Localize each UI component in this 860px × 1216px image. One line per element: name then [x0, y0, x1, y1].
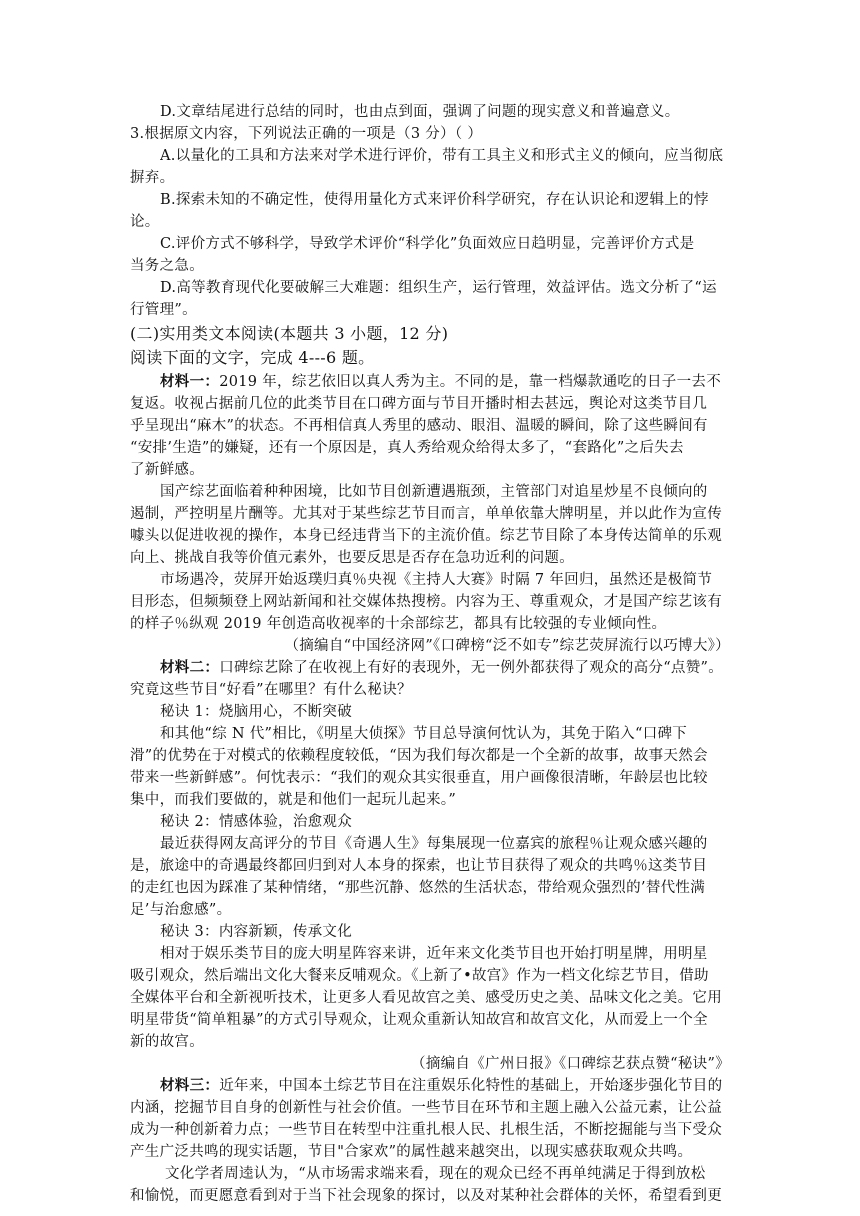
text-line: 明星带货“简单粗暴”的方式引导观众，让观众重新认知故宫和故宫文化，从而爱上一个全 — [130, 1012, 708, 1028]
text-line: D.文章结尾进行总结的同时，也由点到面，强调了问题的现实意义和普遍意义。 — [160, 104, 680, 120]
secret-2-heading: 秘诀 2：情感体验，治愈观众 — [160, 814, 353, 830]
text-line: 内涵，挖掘节目自身的创新性与社会价值。一些节目在环节和主题上融入公益元素，让公益 — [130, 1100, 722, 1116]
text-line: 新的故宫。 — [130, 1034, 204, 1050]
secret-1-heading: 秘诀 1：烧脑用心，不断突破 — [160, 704, 353, 720]
text-line: 了新鲜感。 — [130, 462, 204, 478]
text-line: 文化学者周逵认为，“从市场需求端来看，现在的观众已经不再单纯满足于得到放松 — [165, 1166, 706, 1182]
option-d: D.高等教育现代化要破解三大难题：组织生产，运行管理，效益评估。选文分析了“运 — [160, 280, 717, 296]
instruction: 阅读下面的文字，完成 4---6 题。 — [130, 348, 375, 367]
material-1-para — [160, 371, 730, 393]
text-line: 究竟这些节目“好看”在哪里？有什么秘诀？ — [130, 682, 412, 698]
material-2-para — [160, 657, 730, 679]
text-line: 论。 — [130, 214, 160, 230]
text-line: 全媒体平台和全新视听技术，让更多人看见故宫之美、感受历史之美、品味文化之美。它用 — [130, 990, 722, 1006]
text-line: 国产综艺面临着种种困境，比如节目创新遭遇瓶颈，主管部门对追星炒星不良倾向的 — [160, 484, 708, 500]
material-1-label: 材料一： — [160, 373, 220, 390]
text-line: 成为一种创新着力点；一些节目在转型中注重扎根人民、扎根生活，不断挖掘能与当下受众 — [130, 1122, 722, 1138]
text-line: 遏制，严控明星片酬等。尤其对于某些综艺节目而言，单单依靠大牌明星，并以此作为宣传 — [130, 506, 722, 522]
text-line: 足’与治愈感”。 — [130, 902, 232, 918]
text-line: 市场遇冷，荧屏开始返璞归真％央视《主持人大赛》时隔 7 年回归，虽然还是极简节 — [160, 572, 713, 588]
text-line: 集中，而我们要做的，就是和他们一起玩儿起来。” — [130, 792, 457, 808]
text-line: 的走红也因为踩准了某种情绪，“那些沉静、悠然的生活状态，带给观众强烈的’替代性满 — [130, 880, 706, 896]
option-c: C.评价方式不够科学，导致学术评价“科学化”负面效应日趋明显，完善评价方式是 — [160, 236, 695, 252]
material-2-label: 材料二： — [160, 659, 220, 676]
text-line: 摒弃。 — [130, 170, 175, 186]
text-line: 口碑综艺除了在收视上有好的表现外，无一例外都获得了观众的高分“点赞”。 — [219, 660, 724, 676]
material-3-label: 材料三： — [160, 1077, 220, 1094]
text-line: 和愉悦，而更愿意看到对于当下社会现象的探讨，以及对某种社会群体的关怀，希望看到更 — [130, 1188, 722, 1204]
text-line: 带来一些新鲜感”。何忱表示：“我们的观众其实很垂直，用户画像很清晰，年龄层也比较 — [130, 770, 708, 786]
section-heading: (二)实用类文本阅读(本题共 3 小题，12 分) — [130, 324, 449, 343]
text-line: 噱头以促进收视的操作，本身已经违背当下的主流价值。综艺节目除了本身传达简单的乐观 — [130, 528, 722, 544]
text-line: 向上、挑战自我等价值元素外，也要反思是否存在急功近利的问题。 — [130, 550, 574, 566]
option-a: A.以量化的工具和方法来对学术进行评价，带有工具主义和形式主义的倾向，应当彻底 — [160, 148, 724, 164]
text-line: 目形态，但频频登上网站新闻和社交媒体热搜榜。内容为王、尊重观众，才是国产综艺该有 — [130, 594, 722, 610]
text-line: 吸引观众，然后端出文化大餐来反哺观众。《上新了•故宫》作为一档文化综艺节目，借助 — [130, 968, 709, 984]
text-line: 当务之急。 — [130, 258, 204, 274]
source-citation: （摘编自“中国经济网”《口碑榜“泛不如专”综艺荧屏流行以巧博大》） — [284, 638, 730, 654]
text-line: 复返。收视占据前几位的此类节目在口碑方面与节目开播时相去甚远，舆论对这类节目几 — [130, 396, 708, 412]
text-line: 的样子％纵观 2019 年创造高收视率的十余部综艺，都具有比较强的专业倾向性。 — [130, 616, 667, 632]
question-3: 3.根据原文内容，下列说法正确的一项是（3 分）（ ） — [130, 126, 483, 142]
text-line: 行管理”。 — [130, 302, 197, 318]
text-line: “安排’生造”的嫌疑，还有一个原因是，真人秀给观众给得太多了，“套路化”之后失去 — [130, 440, 684, 456]
text-line: 2019 年，综艺依旧以真人秀为主。不同的是，靠一档爆款通吃的日子一去不 — [219, 374, 722, 390]
material-3-para — [160, 1075, 730, 1097]
text-line: 乎呈现出“麻木”的状态。不再相信真人秀里的感动、眼泪、温暖的瞬间，除了这些瞬间有 — [130, 418, 708, 434]
text-line: 是，旅途中的奇遇最终都回归到对人本身的探索，也让节目获得了观众的共鸣％这类节目 — [130, 858, 708, 874]
source-citation: （摘编自《广州日报》《口碑综艺获点赞“秘诀”》 — [411, 1056, 730, 1072]
text-line: 最近获得网友高评分的节目《奇遇人生》每集展现一位嘉宾的旅程％让观众感兴趣的 — [160, 836, 708, 852]
text-line: 相对于娱乐类节目的庞大明星阵容来讲，近年来文化类节目也开始打明星牌，用明星 — [160, 946, 708, 962]
option-b: B.探索未知的不确定性，使得用量化方式来评价科学研究，存在认识论和逻辑上的悖 — [160, 192, 709, 208]
secret-3-heading: 秘诀 3：内容新颖，传承文化 — [160, 924, 353, 940]
text-line: 滑”的优势在于对模式的依赖程度较低，“因为我们每次都是一个全新的故事，故事天然会 — [130, 748, 708, 764]
text-line: 近年来，中国本土综艺节目在注重娱乐化特性的基础上，开始逐步强化节目的 — [219, 1078, 723, 1094]
text-line: 产生广泛共鸣的现实话题，节目"合家欢”的属性越来越突出，以现实感获取观众共鸣。 — [130, 1144, 693, 1160]
text-line: 和其他“综 N 代”相比，《明星大侦探》节目总导演何忱认为，其免于陷入“口碑下 — [160, 726, 688, 742]
